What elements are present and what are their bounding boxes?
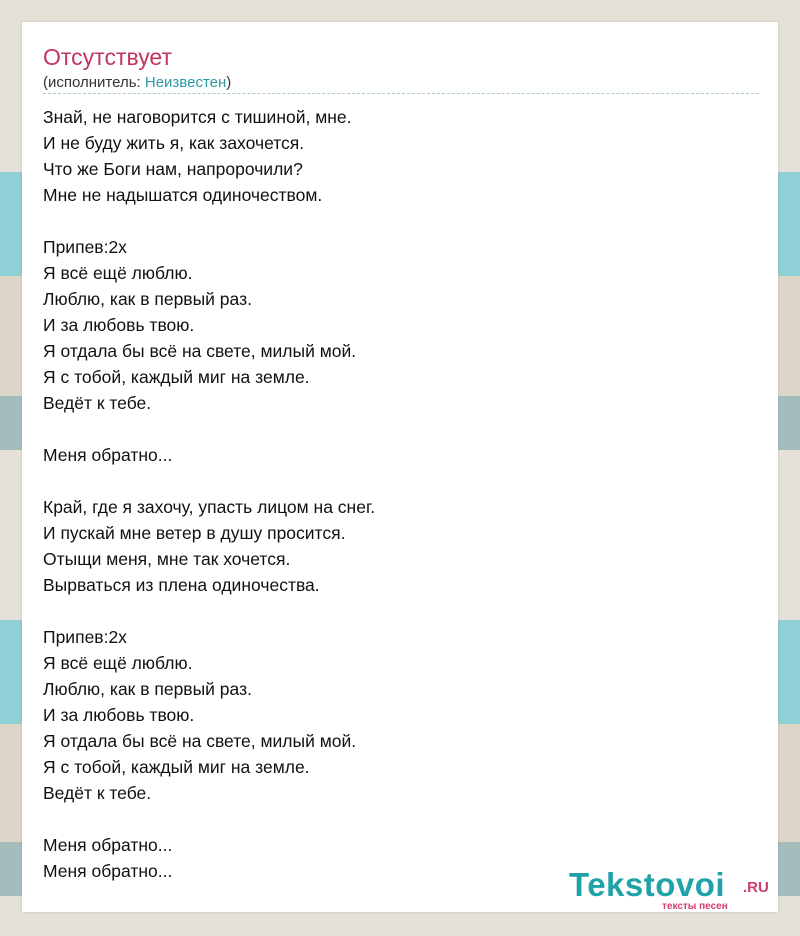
lyrics-card (22, 22, 778, 912)
lyric-line: Припев:2x (43, 237, 127, 257)
lyric-line: И пускай мне ветер в душу просится. (43, 523, 346, 543)
lyric-line: Отыщи меня, мне так хочется. (43, 549, 291, 569)
lyric-line: Я отдала бы всё на свете, милый мой. (43, 731, 357, 751)
lyric-line: И за любовь твою. (43, 315, 195, 335)
artist-link[interactable]: Неизвестен (144, 74, 227, 91)
lyric-line: Мне не надышатся одиночеством. (43, 185, 323, 205)
song-title: Отсутствует (43, 44, 172, 70)
lyric-line: Я всё ещё люблю. (43, 263, 193, 283)
lyric-line: Край, где я захочу, упасть лицом на снег. (43, 497, 376, 517)
logo-tld: .RU (743, 879, 769, 896)
lyric-line: Ведёт к тебе. (43, 783, 152, 803)
lyric-line: Я отдала бы всё на свете, милый мой. (43, 341, 357, 361)
lyric-line: Припев:2x (43, 627, 127, 647)
lyric-line: Люблю, как в первый раз. (43, 679, 252, 699)
artist-prefix: (исполнитель: (43, 74, 145, 91)
lyric-line (43, 468, 743, 494)
logo-tagline: тексты песен (662, 901, 728, 912)
lyric-line (43, 806, 743, 832)
lyric-line: Знай, не наговорится с тишиной, мне. (43, 107, 352, 127)
lyric-line: Ведёт к тебе. (43, 393, 152, 413)
site-logo[interactable] (569, 865, 779, 915)
lyric-line: Меня обратно... (43, 861, 173, 881)
lyric-line (43, 416, 743, 442)
lyric-line: И не буду жить я, как захочется. (43, 133, 305, 153)
lyric-line: Вырваться из плена одиночества. (43, 575, 320, 595)
artist-line (43, 73, 231, 93)
lyric-line: Я всё ещё люблю. (43, 653, 193, 673)
lyric-line (43, 598, 743, 624)
lyrics-text (43, 104, 743, 884)
lyric-line: Я с тобой, каждый миг на земле. (43, 367, 310, 387)
divider (43, 93, 759, 94)
lyric-line: Меня обратно... (43, 835, 173, 855)
lyric-line: Что же Боги нам, напророчили? (43, 159, 303, 179)
artist-suffix: ) (226, 74, 232, 91)
lyric-line: Люблю, как в первый раз. (43, 289, 252, 309)
lyric-line: Я с тобой, каждый миг на земле. (43, 757, 310, 777)
lyric-line (43, 208, 743, 234)
logo-wordmark: Tekstovoi (569, 866, 726, 903)
lyric-line: И за любовь твою. (43, 705, 195, 725)
lyric-line: Меня обратно... (43, 445, 173, 465)
